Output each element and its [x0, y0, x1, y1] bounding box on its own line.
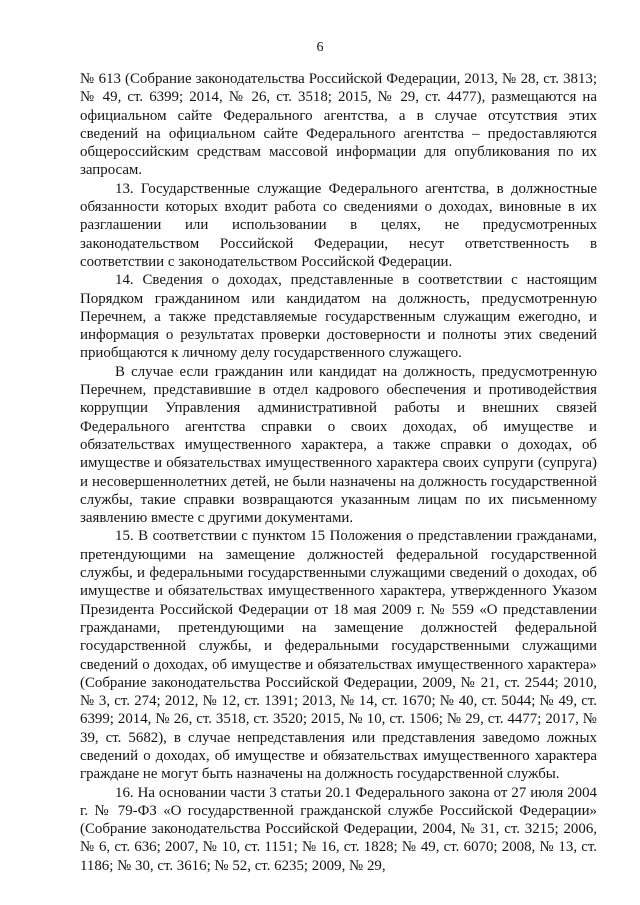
paragraph-item-14-return: В случае если гражданин или кандидат на должность, предусмотренную Перечнем, представившие в отдел кадрового обеспечения и противодействия коррупции Управления административной работы и внешних связей Федерального агентства справки о своих доходах, об имуществе и обязательствах имущественного характера, а также справки о доходах, об имуществе и обязательствах имущественного характера своих супруги (супруга) и несовершеннолетних детей, не были назначены на должность государственной службы, такие справки возвращаются указанным лицам по их письменному заявлению вместе с другими документами.: [80, 363, 597, 527]
page-number: 6: [316, 40, 324, 55]
paragraph-continuation: № 613 (Собрание законодательства Российской Федерации, 2013, № 28, ст. 3813; № 49, ст. 6399; 2014, № 26, ст. 3518; 2015, № 29, ст. 4477), размещаются на официальном сайте Федерального агентства, а в случае отсутствия этих сведений на официальном сайте Федерального агентства – предоставляются общероссийским средствам массовой информации для опубликования по их запросам.: [80, 71, 597, 179]
paragraph-item-13: 13. Государственные служащие Федерального агентства, в должностные обязанности которых входит работа со сведениями о доходах, виновные в их разглашении или использовании в целях, не предусмотренных законодательством Российской Федерации, несут ответственность в соответствии с законодательством Российской Федерации.: [80, 180, 597, 270]
paragraph-item-14: 14. Сведения о доходах, представленные в соответствии с настоящим Порядком гражданином или кандидатом на должность, предусмотренную Перечнем, а также представляемые государственным служащим ежегодно, и информация о результатах проверки достоверности и полноты этих сведений приобщаются к личному делу государственного служащего.: [80, 272, 597, 362]
document-body: [80, 70, 597, 875]
paragraph-item-15: 15. В соответствии с пунктом 15 Положения о представлении гражданами, претендующими на замещение должностей федеральной государственной службы, и федеральными государственными служащими сведений о доходах, об имуществе и обязательствах имущественного характера, утвержденного Указом Президента Российской Федерации от 18 мая 2009 г. № 559 «О представлении гражданами, претендующими на замещение должностей федеральной государственной службы, и федеральными государственными служащими сведений о доходах, об имуществе и обязательствах имущественного характера» (Собрание законодательства Российской Федерации, 2009, № 21, ст. 2544; 2010, № 3, ст. 274; 2012, № 12, ст. 1391; 2013, № 14, ст. 1670; № 40, ст. 5044; № 49, ст. 6399; 2014, № 26, ст. 3518, ст. 3520; 2015, № 10, ст. 1506; № 29, ст. 4477; 2017, № 39, ст. 5682), в случае непредставления или представления заведомо ложных сведений о доходах, об имуществе и обязательствах имущественного характера граждане не могут быть назначены на должность государственной службы.: [80, 528, 597, 783]
paragraph-item-16: 16. На основании части 3 статьи 20.1 Федерального закона от 27 июля 2004 г. № 79-ФЗ «О государственной гражданской службе Российской Федерации» (Собрание законодательства Российской Федерации, 2004, № 31, ст. 3215; 2006, № 6, ст. 636; 2007, № 10, ст. 1151; № 16, ст. 1828; № 49, ст. 6070; 2008, № 13, ст. 1186; № 30, ст. 3616; № 52, ст. 6235; 2009, № 29,: [80, 784, 597, 874]
